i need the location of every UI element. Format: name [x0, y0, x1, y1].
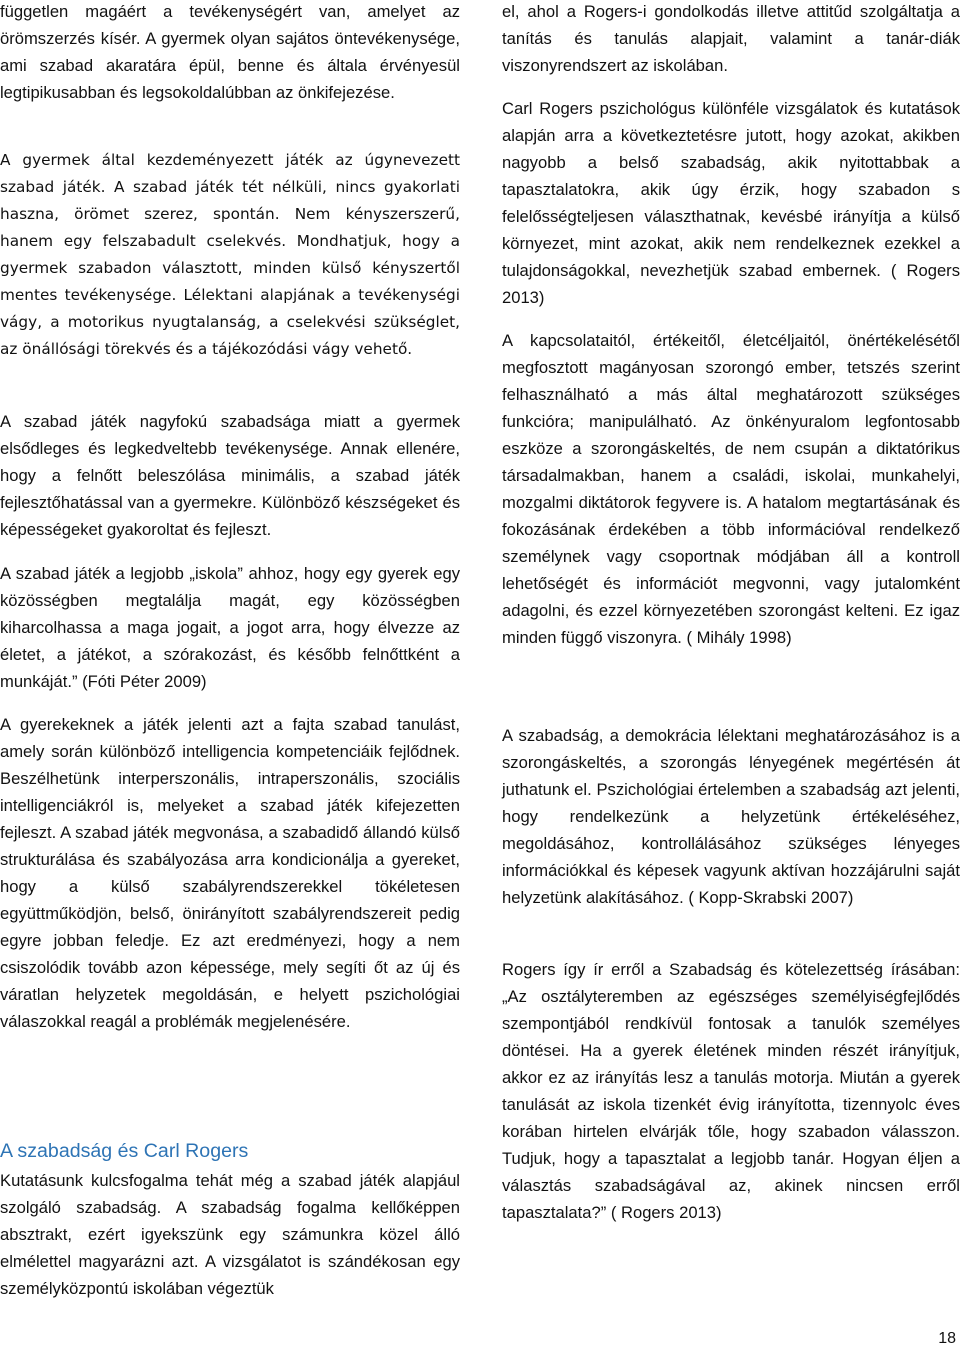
paragraph-right-4: A szabadság, a demokrácia lélektani meghatározásához is a szorongáskeltés, a szorongás lényegének megértésén át juthatunk el. Pszichológiai értelemben a szabadság azt jelenti, hogy rendelkezünk a helyzetünk értékeléséhez, megoldásához, kontrollálásához szükséges lényeges információkkal és képesek vagyunk aktívan hozzájárulni saját helyzetünk alakításához. ( Kopp-Skrabski 2007): [502, 726, 960, 907]
paragraph-left-1: független magáért a tevékenységért van, amelyet az örömszerzés kísér. A gyermek olyan sajátos öntevékenysége, ami szabad akaratára épül, benne és általa érvényesül legtipikusabban és legsokoldalúbban az önkifejezése.: [0, 2, 460, 102]
paragraph-left-2: A gyermek által kezdeményezett játék az úgynevezett szabad játék. A szabad játék tét nélküli, nincs gyakorlati haszna, örömet szerez, spontán. Nem kényszerszerű, hanem egy felszabadult cselekvés. Mondhatjuk, hogy a gyermek szabadon választott, minden külső kényszertől mentes tevékenysége. Lélektani alapjának a tevékenységi vágy, a motorikus nyugtalanság, a cselekvési szükséglet, az önállósági törekvés és a tájékozódási vágy vehető.: [0, 151, 460, 358]
page-number: 18: [938, 1330, 956, 1347]
paragraph-right-2: Carl Rogers pszichológus különféle vizsgálatok és kutatások alapján arra a következtetésre jutott, hogy azokat, akikben nagyobb a belső szabadság, akik nyitottabbak a tapasztalatokra, akik úgy érzik, hogy szabadon s felelősségteljesen választhatnak, kevésbé irányítja a külső környezet, mint azokat, akik nem rendelkeznek ezekkel a tulajdonságokkal, nevezhetjük szabad embernek. ( Rogers 2013): [502, 99, 960, 307]
paragraph-left-6: Kutatásunk kulcsfogalma tehát még a szabad játék alapjául szolgáló szabadság. A szabadság fogalma kellőképpen absztrakt, ezért igyekszünk egy számunkra közel álló elmélettel magyarázni azt. A vizsgálatot is szándékosan egy személyközpontú iskolában végeztük: [0, 1171, 460, 1298]
paragraph-left-3: A szabad játék nagyfokú szabadsága miatt a gyermek elsődleges és legkedveltebb tevékenysége. Annak ellenére, hogy a felnőtt beleszólása minimális, a szabad játék fejlesztőhatással van a gyermekre. Különböző készségeket és képességeket gyakoroltat és fejleszt.: [0, 412, 460, 539]
paragraph-left-4: A szabad játék a legjobb „iskola” ahhoz, hogy egy gyerek egy közösségben megtalálja magát, egy közösségben kiharcolhassa a maga jogait, a jogot arra, hogy élvezze az életet, a játékot, a szórakozást, és később felnőttként a munkáját.” (Fóti Péter 2009): [0, 564, 460, 691]
paragraph-left-5: A gyerekeknek a játék jelenti azt a fajta szabad tanulást, amely során különböző intelligencia kompetenciáik fejlődnek. Beszélhetünk interperszonális, intraperszonális, szociális intelligenciákról is, melyeket a szabad játék kifejezetten fejleszt. A szabad játék megvonása, a szabadidő állandó külső strukturálása és szabályozása arra kondicionálja a gyereket, hogy a külső szabályrendszerekkel tökéletesen együttműködjön, belső, önirányított szabályrendszereit pedig egyre jobban feledje. Ez azt eredményezi, hogy a nem csiszolódik tovább azon képessége, mely segíti őt az új és váratlan helyzetek megoldásán, e helyett pszichológiai válaszokkal reagál a problémák megjelenésére.: [0, 715, 460, 1031]
section-heading: A szabadság és Carl Rogers: [0, 1140, 249, 1162]
paragraph-right-3: A kapcsolataitól, értékeitől, életcéljaitól, önértékelésétől megfosztott magányosan szorongó ember, tetszés szerint felhasználható a más által meghatározott szükséges funkcióra; manipulálható. Az önkényuralom legfontosabb eszköze a szorongáskeltés, de nem csupán a diktatórikus társadalmakban, hanem a családi, iskolai, munkahelyi, mozgalmi diktátorok fegyvere is. A hatalom megtartásának és fokozásának érdekében a több információval rendelkező személynek vagy csoportnak módjában áll a kontroll lehetőségét és információt megvonni, vagy jutalomként adagolni, és ezzel környezetében szorongást kelteni. Ez igaz minden függő viszonyra. ( Mihály 1998): [502, 331, 960, 647]
paragraph-right-1: el, ahol a Rogers-i gondolkodás illetve attitűd szolgáltatja a tanítás és tanulás alapjait, valamint a tanár-diák viszonyrendszert az iskolában.: [502, 2, 960, 75]
paragraph-right-5: Rogers így ír erről a Szabadság és kötelezettség írásában: „Az osztályteremben az egészséges személyiségfejlődés szempontjából rendkívül fontosak a tanulók személyes döntései. Ha a gyerek életének minden részét irányítjuk, akkor ez az irányítás lesz a tanulás motorja. Miután a gyerek tanulását az iskola tizenkét évig irányította, tizennyolc éves korában hirtelen elvárják tőle, hogy szabadon válasszon. Tudjuk, hogy a tapasztalat a legjobb tanár. Hogyan éljen a választás szabadságával az, akinek nincsen erről tapasztalata?” ( Rogers 2013): [502, 960, 960, 1222]
